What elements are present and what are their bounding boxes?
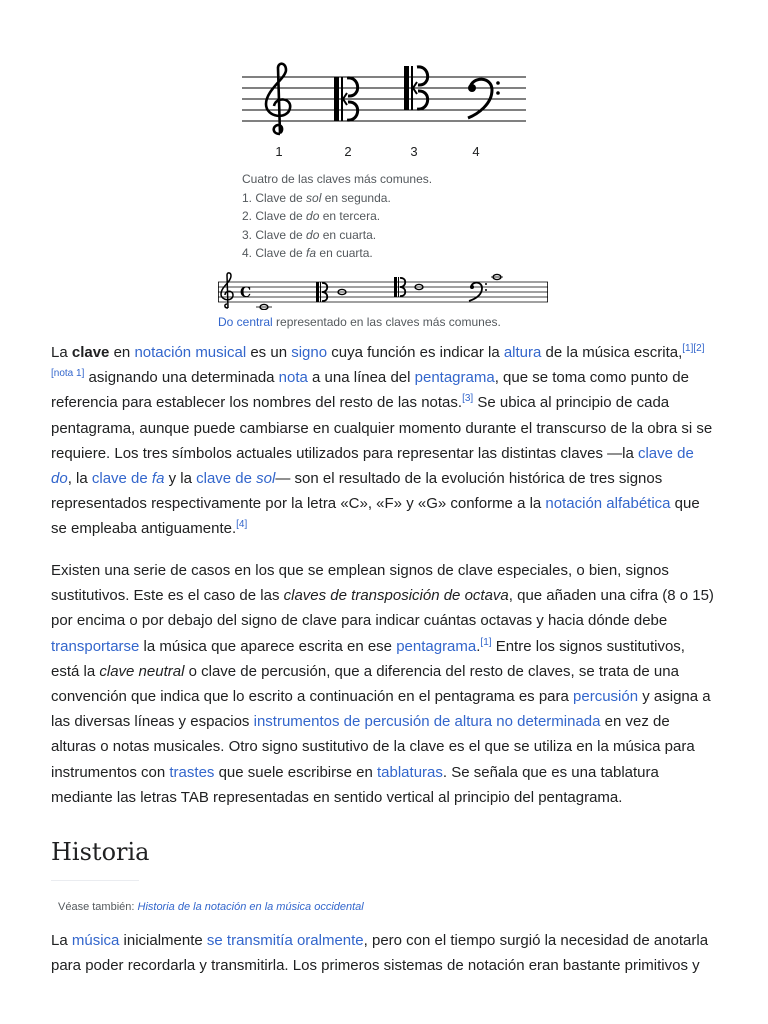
ref-1-b[interactable]: [1] <box>480 636 492 648</box>
four-clefs-image <box>242 60 528 160</box>
section-heading-historia: Historia <box>51 838 150 866</box>
special-clefs-paragraph: Existen una serie de casos en los que se emplean signos de clave especiales, o bien, signos sustitutivos. Este es el caso de las claves de transposición de octava, que añaden una cifra (8 o 15) por encima o por debajo del signo de clave para indicar cuántas octavas y hacia dónde debe transportarse la música que aparece escrita en ese pentagrama.[1] Entre los signos sustitutivos, está la clave neutral o clave de percusión, que a diferencia del resto de claves, se trata de una convención que indica que lo escrito a continuación en el pentagrama es para percusión y asigna a las diversas líneas y espacios instrumentos de percusión de altura no determinada en vez de alturas o notas musicales. Otro signo sustitutivo de la clave es el que se utiliza en la música para instrumentos con trastes que suele escribirse en tablaturas. Se señala que es una tablatura mediante las letras TAB representadas en sentido vertical al principio del pentagrama. <box>51 562 714 806</box>
link-signo[interactable]: signo <box>291 344 328 361</box>
clef-number-4: 4 <box>472 144 480 159</box>
small-g-clef-icon <box>221 273 233 308</box>
link-clave-de-sol[interactable]: clave de sol <box>196 470 276 488</box>
clefs-caption <box>242 170 562 263</box>
link-musica[interactable]: música <box>71 932 120 949</box>
link-pentagrama[interactable]: pentagrama <box>414 369 495 387</box>
caption-line-2: 2. Clave de do en tercera. <box>242 209 381 223</box>
link-instrumentos-percusion[interactable]: instrumentos de percusión de altura no determinada <box>253 713 601 731</box>
link-altura[interactable]: altura <box>503 344 542 361</box>
ref-3[interactable]: [3] <box>462 393 474 405</box>
link-nota[interactable]: nota <box>278 369 308 387</box>
middle-c-caption: Do central representado en las claves más comunes. <box>218 315 501 329</box>
link-clave-de-do[interactable]: clave de do <box>51 444 694 488</box>
clefs-figure[interactable] <box>242 60 528 160</box>
time-signature: C <box>240 285 252 301</box>
history-paragraph: La música inicialmente se transmitía oralmente, pero con el tiempo surgió la necesidad de anotarla para poder recordarla y transmitirla. Los primeros sistemas de notación eran bastante primitivos y <box>51 932 709 975</box>
link-pentagrama-2[interactable]: pentagrama <box>396 637 477 655</box>
link-percusion[interactable]: percusión <box>573 688 639 706</box>
link-trastes[interactable]: trastes <box>169 763 215 781</box>
ref-1-2-nota-1[interactable]: [1][2][nota 1] <box>51 343 705 380</box>
caption-line-3: 3. Clave de do en cuarta. <box>242 227 377 242</box>
see-also-hatnote: Véase también: Historia de la notación en la música occidental <box>58 901 364 913</box>
do-central-link[interactable]: Do central <box>218 315 273 329</box>
clef-number-1: 1 <box>275 144 283 159</box>
middle-c-staff-image <box>218 270 550 310</box>
intro-paragraph: La clave en notación musical es un signo cuya función es indicar la altura de la música escrita,[1][2][nota 1] asignando una determinada nota a una línea del pentagrama, que se toma como punto de referencia para establecer los nombres del resto de las notas.[3] Se ubica al principio de cada pentagrama, aunque puede cambiarse en cualquier momento durante el transcurso de la obra si se requiere. Los tres símbolos actuales utilizados para representar las distintas claves —la clave de do, la clave de fa y la clave de sol— son el resultado de la evolución histórica de tres signos representados respectivamente por la letra «C», «F» y «G» conforme a la notación alfabética que se empleaba antiguamente.[4] <box>51 343 713 538</box>
clef-number-2: 2 <box>344 144 352 159</box>
heading-divider <box>51 880 139 881</box>
caption-line-1: 1. Clave de sol en segunda. <box>242 190 391 205</box>
ref-4[interactable]: [4] <box>236 519 248 531</box>
caption-line-4: 4. Clave de fa en cuarta. <box>242 246 373 260</box>
link-clave-de-fa[interactable]: clave de fa <box>91 470 165 488</box>
caption-line-title: Cuatro de las claves más comunes. <box>242 172 433 186</box>
link-notacion-alfabetica[interactable]: notación alfabética <box>545 495 671 513</box>
link-historia-notacion[interactable]: Historia de la notación en la música occidental <box>137 901 364 913</box>
clef-number-3: 3 <box>410 144 418 159</box>
link-transmision-oral[interactable]: se transmitía oralmente <box>206 932 364 949</box>
link-notacion-musical[interactable]: notación musical <box>134 344 247 361</box>
link-tablaturas[interactable]: tablaturas <box>377 763 443 781</box>
link-transportarse[interactable]: transportarse <box>51 637 140 655</box>
term-clave: clave <box>71 344 110 361</box>
middle-c-figure[interactable] <box>218 270 550 310</box>
